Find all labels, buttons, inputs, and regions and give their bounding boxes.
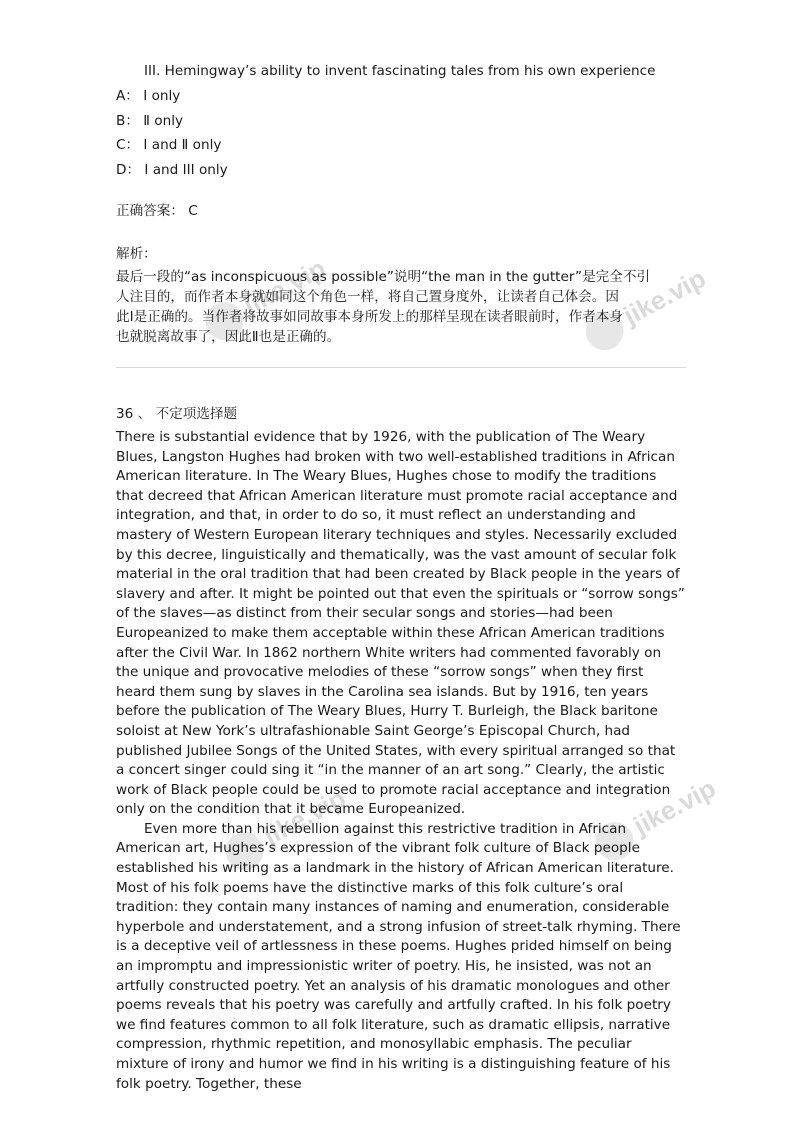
passage-paragraph: Even more than his rebellion against this restrictive tradition in African American art, Hughes’s expression of the vibrant folk culture of Black people established his writing as a landmark in the history of African American literature. Most of his folk poems have the distinctive marks of this folk culture’s oral tradition: they contain many instances of naming and enumeration, considerable hyperbole and understatement, and a strong infusion of street-talk rhyming. There is a deceptive veil of artlessness in these poems. Hughes prided himself on being an impromptu and impressionistic writer of poetry. His, he insisted, was not an artfully constructed poetry. Yet an analysis of his dramatic monologues and other poems reveals that his poetry was carefully and artfully crafted. In his folk poetry we find features common to all folk literature, such as dramatic ellipsis, narrative compression, rhythmic repetition, and monosyllabic emphasis. The peculiar mixture of irony and humor we find in his writing is a distinguishing feature of his folk poetry. Together, these — [116, 820, 681, 1092]
passage-paragraph: There is substantial evidence that by 1926, with the publication of The Weary Blues, Langston Hughes had broken with two well-established traditions in African American literature. In The Weary Blues, Hughes chose to modify the traditions that decreed that African American literature must promote racial acceptance and integration, and that, in order to do so, it must reflect an understanding and mastery of Western European literary techniques and styles. Necessarily excluded by this decree, linguistically and thematically, was the vast amount of secular folk material in the oral tradition that had been created by Black people in the years of slavery and after. It might be pointed out that even the spirituals or “sorrow songs” of the slaves—as distinct from their secular songs and stories—had been Europeanized to make them acceptable within these African American traditions after the Civil War. In 1862 northern White writers had commented favorably on the unique and provocative melodies of these “sorrow songs” when they first heard them sung by slaves in the Carolina sea islands. But by 1916, ten years before the publication of The Weary Blues, Hurry T. Burleigh, the Black baritone soloist at New York’s ultrafashionable Saint George’s Episcopal Church, had published Jubilee Songs of the United States, with every spiritual arranged so that a concert singer could sing it “in the manner of an art song.” Clearly, the artistic work of Black people could be used to promote racial acceptance and integration only on the condition that it became Europeanized. — [116, 429, 685, 818]
analysis-line: 最后一段的“as inconspicuous as possible”说明“the man in the gutter”是完全不引 — [116, 269, 651, 285]
watermark-text: jike.vip — [258, 782, 351, 851]
option-d[interactable] — [116, 161, 228, 179]
analysis-line: 此Ⅰ是正确的。当作者将故事如同故事本身所发上的那样呈现在读者眼前时，作者本身 — [116, 309, 623, 325]
watermark-text: jike.vip — [618, 262, 711, 331]
correct-answer — [116, 202, 198, 220]
question-header — [116, 405, 237, 423]
statement-iii: III. Hemingway’s ability to invent fascinating tales from his own experience — [144, 63, 656, 79]
option-c[interactable] — [116, 136, 221, 154]
option-text: I and Ⅱ only — [143, 137, 222, 153]
question-type: 不定项选择题 — [155, 406, 238, 422]
divider — [116, 367, 686, 368]
option-text: Ⅱ only — [143, 113, 184, 129]
option-key: D： — [116, 162, 141, 178]
option-key: B： — [116, 113, 139, 129]
analysis-line: 也就脱离故事了，因此Ⅱ也是正确的。 — [116, 329, 341, 345]
option-key: C： — [116, 137, 140, 153]
answer-label: 正确答案： — [116, 203, 184, 219]
option-b[interactable] — [116, 112, 183, 130]
option-text: I and III only — [144, 162, 228, 178]
watermark-text: jike.vip — [628, 772, 721, 841]
watermark-text: jike.vip — [238, 252, 331, 321]
option-key: A： — [116, 88, 139, 104]
question-number: 36 — [116, 406, 134, 422]
option-a[interactable] — [116, 87, 180, 105]
analysis-line: 人注目的，而作者本身就如同这个角色一样，将自己置身度外，让读者自己体会。因 — [116, 289, 619, 305]
answer-value: C — [188, 203, 198, 219]
analysis-label: 解析： — [116, 246, 157, 262]
passage — [116, 428, 686, 1094]
question-separator: 、 — [137, 406, 152, 422]
option-text: I only — [143, 88, 181, 104]
